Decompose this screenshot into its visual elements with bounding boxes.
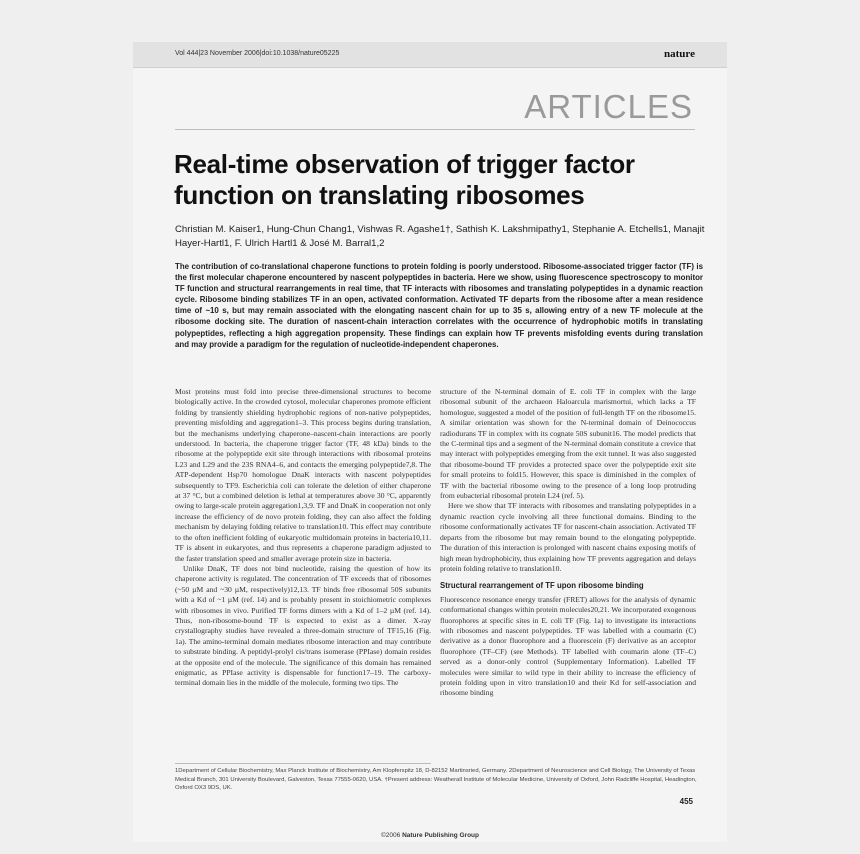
body-paragraph: Here we show that TF interacts with ribosomes and translating polypeptides in a dynamic reaction cycle involving all three functional domains. Binding to the ribosome conformationally activates TF for nascent-chain association. Activated TF departs from the ribosome but may remain bound to the elongating polypeptide. The duration of this interaction is prolonged with nascent chains exposing motifs of high mean hydrophobicity, thus explaining how TF prevents aggregation and delays protein folding relative to translation10. (440, 501, 696, 573)
journal-header-bar (133, 42, 727, 68)
section-heading: Structural rearrangement of TF upon ribosome binding (440, 581, 644, 591)
journal-citation: Vol 444|23 November 2006|doi:10.1038/nature05225 (175, 50, 340, 57)
body-paragraph: Fluorescence resonance energy transfer (FRET) allows for the analysis of dynamic conformational changes within protein molecules20,21. We incorporated exogenous fluorophores at specific sites in E. coli TF (Fig. 1a) to investigate its interactions with ribosomes and nascent polypeptides. TF was labelled with a coumarin (C) derivative as a donor fluorophore and a fluorescein (F) derivative as an acceptor fluorophore (TF–CF) (see Methods). TF labelled with coumarin alone (TF–C) served as a donor-only control (Supplementary Information). Labelled TF molecules were similar to wild type in their ability to increase the efficiency of protein folding upon in vitro translation10 and their Kd for self-association and ribosome binding (440, 594, 696, 698)
copyright-line (133, 832, 727, 839)
footnote-divider (175, 763, 431, 764)
author-list: Christian M. Kaiser1, Hung-Chun Chang1, Vishwas R. Agashe1†, Sathish K. Lakshmipathy1, Stephanie A. Etchells1, Manajit Hayer-Hartl1, F. Ulrich Hartl1 & José M. Barral1,2 (175, 224, 705, 249)
section-label: ARTICLES (524, 88, 693, 125)
divider (175, 129, 695, 130)
article-title: Real-time observation of trigger factor function on translating ribosomes (174, 149, 635, 210)
publisher-name: Nature Publishing Group (402, 832, 479, 839)
journal-logo: nature (664, 48, 695, 60)
affiliations-footnote: 1Department of Cellular Biochemistry, Max Planck Institute of Biochemistry, Am Klopferspitz 18, D-82152 Martinsried, Germany. 2Department of Neuroscience and Cell Biology, The University of Texas Medical Branch, 301 University Boulevard, Galveston, Texas 77555-0620, USA. †Present address: Weatherall Institute of Molecular Medicine, University of Oxford, John Radcliffe Hospital, Headington, Oxford OX3 9DS, UK. (175, 768, 697, 792)
abstract: The contribution of co-translational chaperone functions to protein folding is poorly understood. Ribosome-associated trigger factor (TF) is the first molecular chaperone encountered by nascent polypeptides in bacteria. Here we show, using fluorescence spectroscopy to monitor TF function and structural rearrangements in real time, that TF interacts with ribosomes and translating polypeptides in a dynamic reaction cycle. Ribosome binding stabilizes TF in an open, activated conformation. Activated TF departs from the ribosome after a mean residence time of ~10 s, but may remain associated with the elongating nascent chain for up to 35 s, allowing entry of a new TF molecule at the ribosome docking site. The duration of nascent-chain interaction correlates with the occurrence of hydrophobic motifs in translating polypeptides, reflecting a high aggregation propensity. These findings can explain how TF prevents misfolding events during translation and may provide a paradigm for the regulation of nucleotide-independent chaperones. (175, 262, 703, 349)
body-paragraph: structure of the N-terminal domain of E. coli TF in complex with the large ribosomal subunit of the archaeon Haloarcula marismortui, which lacks a TF homologue, suggested a model of the position of full-length TF on the ribosome15. A similar orientation was shown for the N-terminal domain of Deinococcus radiodurans TF in complex with its cognate 50S subunit16. The model predicts that the C-terminal tips and a segment of the N-terminal domain constitute a crevice that may interact with polypeptides emerging from the exit tunnel. It was also suggested that ribosome-bound TF provides a protected space over the polypeptide exit site for small proteins to fold15. However, this space is diminished in the complex of TF with the bacterial ribosome owing to the presence of a long loop protruding from eubacterial ribosomal protein L24 (ref. 5). (440, 387, 696, 501)
page-number: 455 (679, 797, 693, 806)
body-column-right (440, 387, 696, 699)
article-page (133, 42, 727, 842)
body-paragraph: Unlike DnaK, TF does not bind nucleotide, raising the question of how its chaperone activity is regulated. The concentration of TF exceeds that of ribosomes (~50 µM and ~30 µM, respectively)12,13. TF binds free ribosomal 50S subunits with a Kd of ~1 µM (ref. 14) and is probably present in stoichiometric complexes with ribosomes in vivo. Purified TF forms dimers with a Kd of 1–2 µM (ref. 14). Thus, non-ribosome-bound TF is expected to exist as a dimer. X-ray crystallography studies have revealed a three-domain structure of TF15,16 (Fig. 1a). The amino-terminal domain mediates ribosome interaction and may contribute to substrate binding. A peptidyl-prolyl cis/trans isomerase (PPIase) domain resides at the opposite end of the molecule. The significance of this domain has remained enigmatic, as PPIase activity is dispensable for function17–19. The carboxy-terminal domain lies in the middle of the molecule, forming two tips. The (175, 563, 431, 688)
body-column-left (175, 387, 431, 689)
body-paragraph: Most proteins must fold into precise three-dimensional structures to become biologically active. In the crowded cytosol, molecular chaperones promote efficient folding by transiently shielding hydrophobic regions of non-native polypeptides, preventing misfolding and aggregation1–3. This process begins during translation, but the mechanisms underlying chaperone–nascent-chain interactions are poorly understood. In bacteria, the chaperone trigger factor (TF, 48 kDa) binds to the ribosome at the polypeptide exit site through interactions with ribosomal proteins L23 and L29 and the 23S RNA4–6, and contacts the emerging polypeptide7,8. The ATP-dependent Hsp70 homologue DnaK interacts with nascent polypeptides subsequently to TF9. Escherichia coli can tolerate the deletion of either chaperone at 37 °C, but a combined deletion is lethal at temperatures above 30 °C, apparently owing to large-scale protein aggregation1,3,9. TF and DnaK in cooperation not only increase the efficiency of de novo protein folding, they can also affect the folding mechanism by delaying folding relative to translation10. This effect may contribute to the often inefficient folding of eukaryotic multidomain proteins in bacteria10,11. TF is absent in eukaryotes, and thus represents a chaperone paradigm adjusted to the faster translation speed and smaller average protein size in bacteria. (175, 387, 431, 563)
copyright-year: ©2006 (381, 832, 403, 839)
